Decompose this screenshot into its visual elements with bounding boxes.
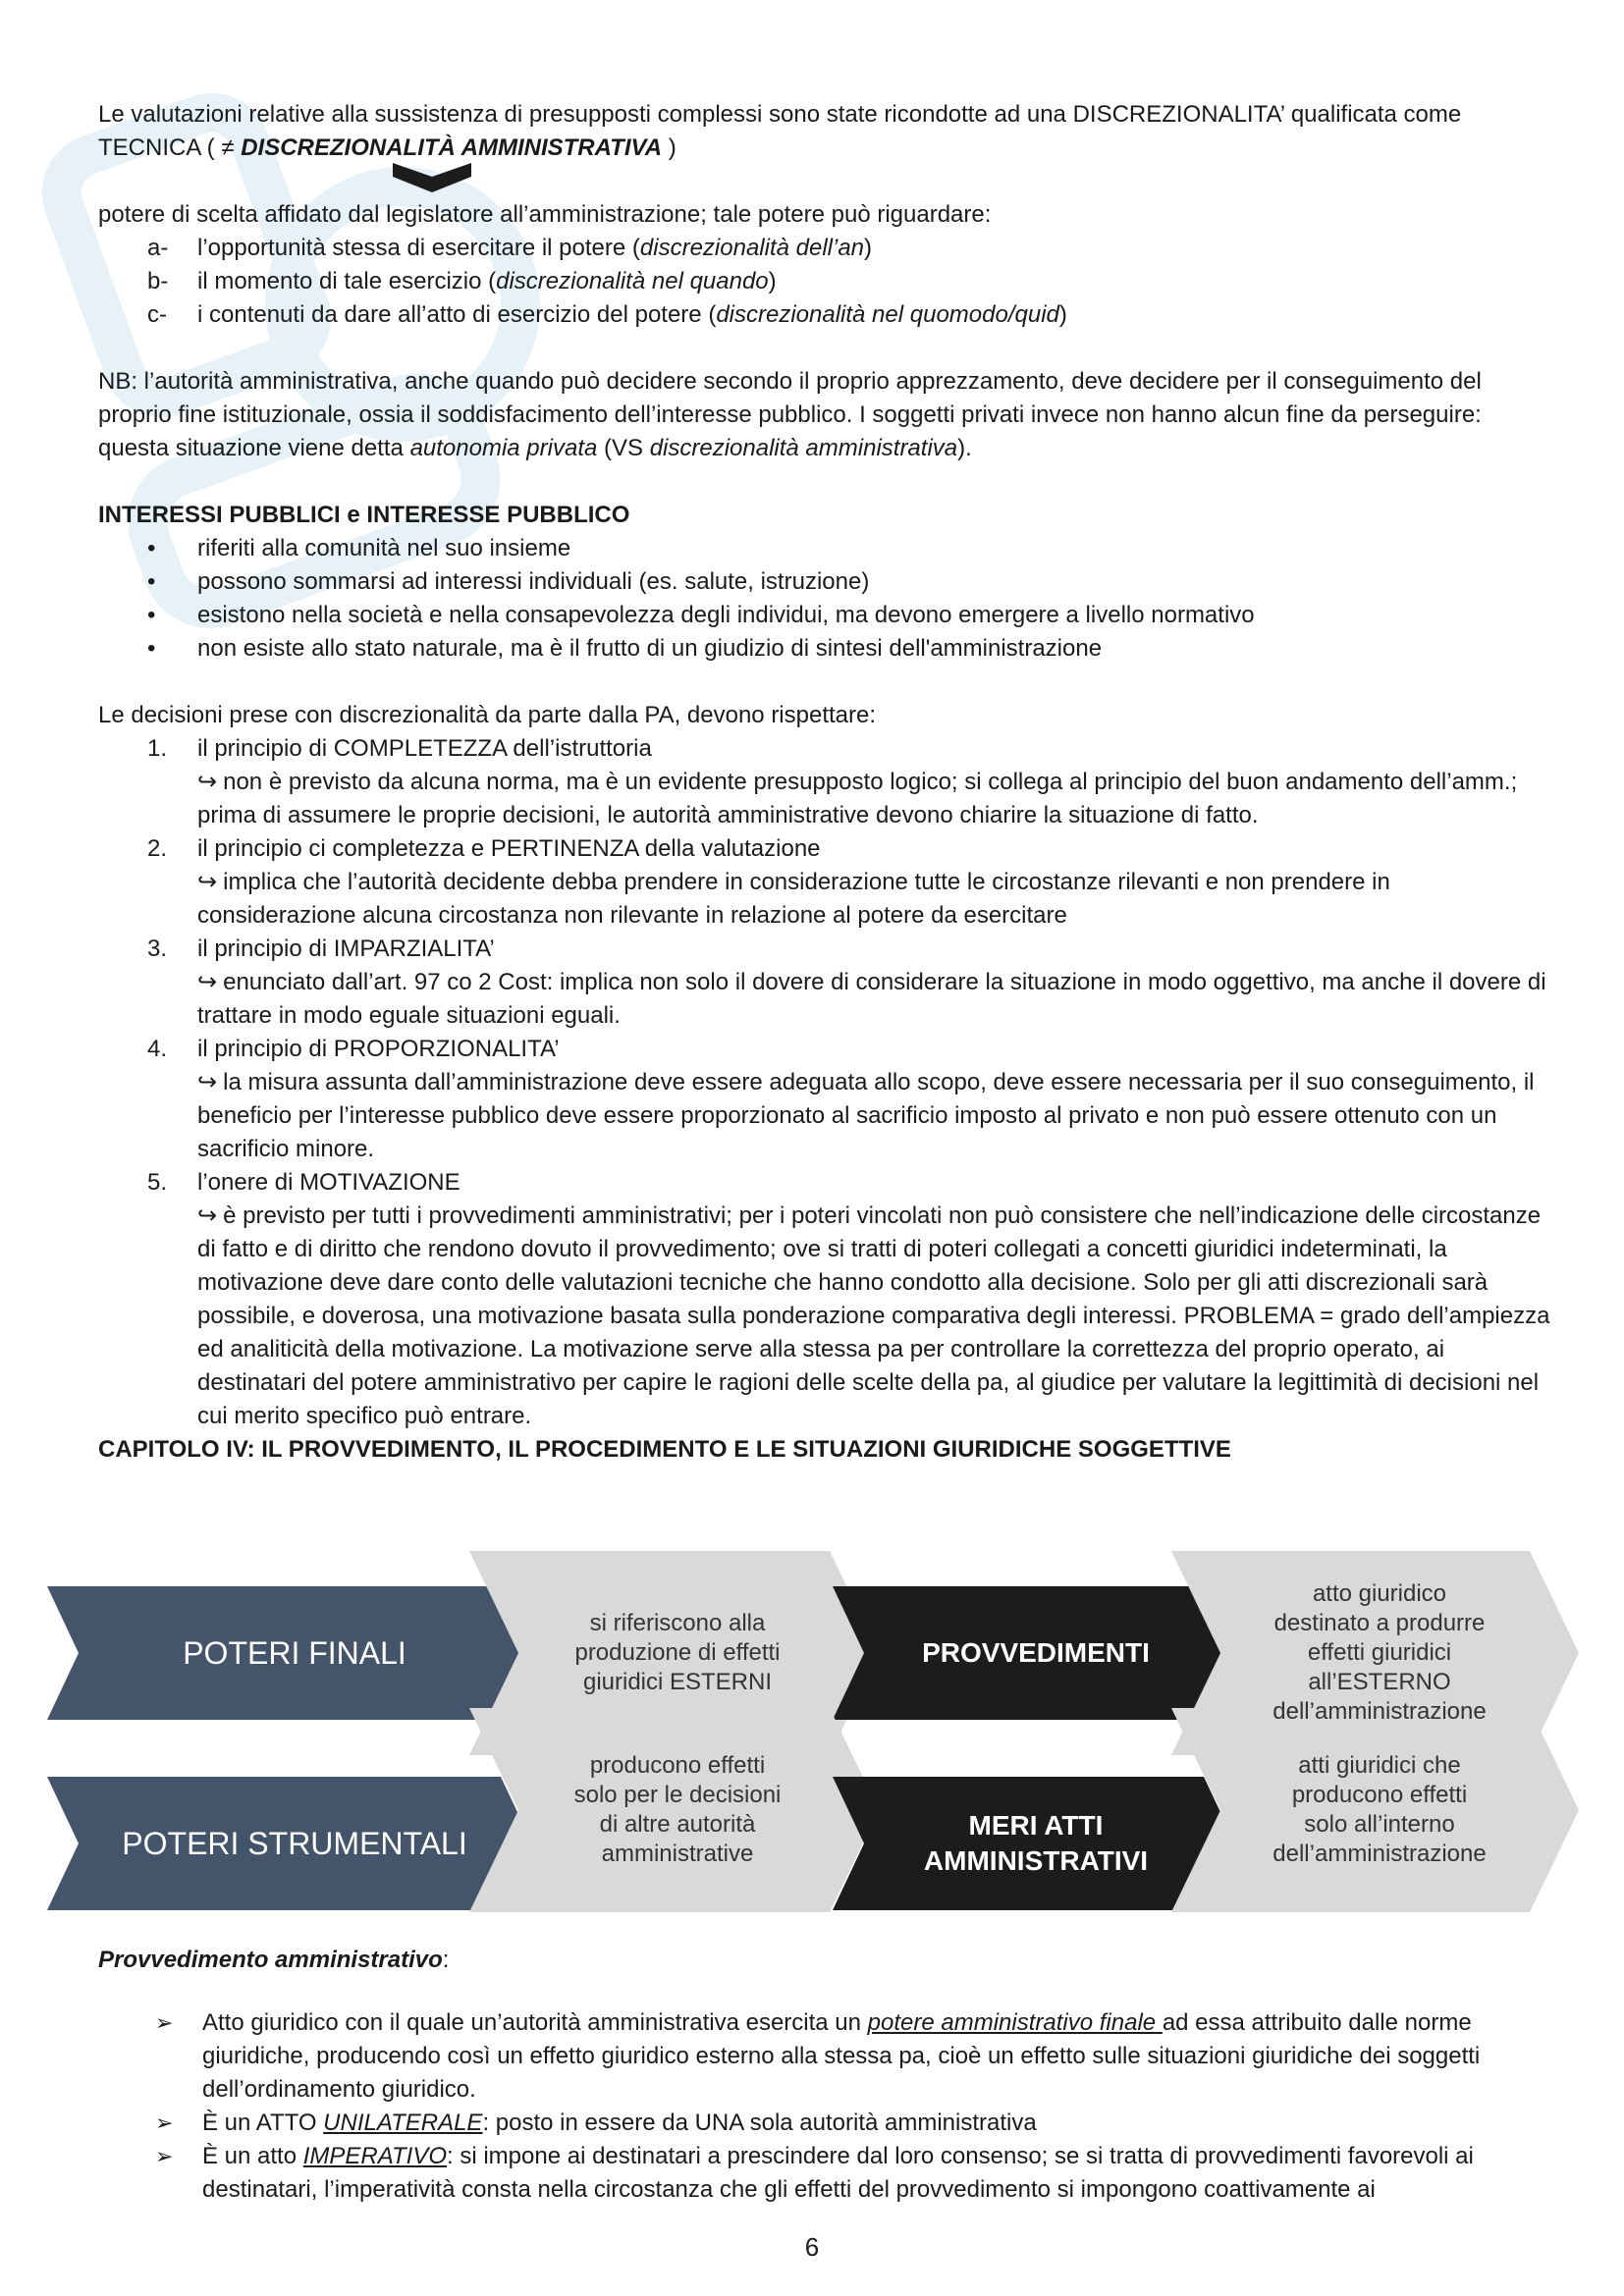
nb-paragraph: NB: l’autorità amministrativa, anche quando può decidere secondo il proprio apprezzamento, deve decidere per il conseguimento del proprio fine istituzionale, ossia il soddisfacimento dell’interesse pubblico. I soggetti privati invece non hanno alcun fine da perseguire: questa situazione viene detta autonomia privata (VS discrezionalità amministrativa). (98, 368, 1482, 461)
interessi-list (98, 532, 1551, 666)
chapter-title: CAPITOLO IV: IL PROVVEDIMENTO, IL PROCEDIMENTO E LE SITUAZIONI GIURIDICHE SOGGETTIVE (98, 1436, 1231, 1463)
potere-lead: potere di scelta affidato dal legislatore all’amministrazione; tale potere può riguardare: (98, 201, 992, 228)
label-poteri-strumentali: POTERI STRUMENTALI (122, 1826, 467, 1861)
list-item: 4. il principio di PROPORZIONALITA’ ↪ la misura assunta dall’amministrazione deve essere adeguata allo scopo, deve essere necessaria per il suo conseguimento, il beneficio per l’interesse pubblico deve essere proporzionato al sacrificio imposto al privato e non può essere ottenuto con un sacrificio minore. (147, 1036, 1535, 1162)
potere-list (98, 232, 1551, 332)
label-atti-interno: atti giuridici che producono effetti solo all’interno dell’amministrazione (1272, 1752, 1487, 1867)
label-esterni: si riferiscono alla produzione di effetti giuridici ESTERNI (574, 1610, 781, 1695)
process-diagram (0, 1541, 1624, 1914)
list-item: c- i contenuti da dare all’atto di esercizio del potere (discrezionalità nel quomodo/quid) (147, 301, 1067, 328)
list-item: ➢ È un ATTO UNILATERALE: posto in essere da UNA sola autorità amministrativa (155, 2109, 1037, 2136)
provvedimento-list (98, 2006, 1551, 2207)
label-producono-effetti: producono effetti solo per le decisioni di altre autorità amministrative (573, 1752, 782, 1867)
list-item: 1. il principio di COMPLETEZZA dell’istruttoria ↪ non è previsto da alcuna norma, ma è un evidente presupposto logico; si collega al principio del buon andamento dell’amm.; prima di assumere le proprie decisioni, le autorità amministrative devono chiarire la situazione di fatto. (147, 735, 1518, 828)
list-item: • possono sommarsi ad interessi individuali (es. salute, istruzione) (147, 568, 870, 595)
label-atto-giuridico: atto giuridico destinato a produrre effetti giuridici all’ESTERNO dell’amministrazione (1272, 1580, 1487, 1725)
list-item: ➢ Atto giuridico con il quale un’autorità amministrativa esercita un potere amministrativo finale ad essa attribuito dalle norme giuridiche, producendo così un effetto giuridico esterno alla stessa pa, cioè un effetto sulle situazioni giuridiche dei soggetti dell’ordinamento giuridico. (155, 2009, 1481, 2103)
label-provvedimenti: PROVVEDIMENTI (922, 1637, 1150, 1668)
list-item: a- l’opportunità stessa di esercitare il potere (discrezionalità dell’an) (147, 235, 873, 261)
decisioni-lead: Le decisioni prese con discrezionalità da parte dalla PA, devono rispettare: (98, 702, 877, 728)
label-meri-atti: MERI ATTI AMMINISTRATIVI (923, 1810, 1149, 1876)
list-item: • esistono nella società e nella consapevolezza degli individui, ma devono emergere a livello normativo (147, 602, 1255, 628)
list-item: 5. l’onere di MOTIVAZIONE ↪ è previsto per tutti i provvedimenti amministrativi; per i poteri vincolati non può consistere che nell’indicazione delle circostanze di fatto e di diritto che rendono dovuto il provvedimento; ove si tratti di poteri collegati a concetti giuridici indeterminati, la motivazione deve dare conto delle valutazioni tecniche che hanno condotto alla decisione. Solo per gli atti discrezionali sarà possibile, e doverosa, una motivazione basata sulla ponderazione comparativa degli interessi. PROBLEMA = grado dell’ampiezza ed analiticità della motivazione. La motivazione serve alla stessa pa per controllare la correttezza del proprio operato, ai destinatari del potere amministrativo per capire le ragioni delle scelte della pa, al giudice per valutare la legittimità di decisioni nel cui merito specifico può entrare. (147, 1169, 1550, 1429)
chevron-down-icon (393, 163, 471, 192)
intro-line-1: Le valutazioni relative alla sussistenza di presupposti complessi sono state ricondotte ad una DISCREZIONALITA’ qualificata come (98, 101, 1462, 128)
list-item: • riferiti alla comunità nel suo insieme (147, 535, 571, 561)
label-poteri-finali: POTERI FINALI (183, 1635, 406, 1671)
interessi-heading: INTERESSI PUBBLICI e INTERESSE PUBBLICO (98, 502, 630, 528)
list-item: b- il momento di tale esercizio (discrezionalità nel quando) (147, 268, 777, 294)
provvedimento-section (98, 1944, 1551, 2207)
page-number: 6 (804, 2232, 820, 2262)
decisioni-list (98, 732, 1551, 1433)
list-item: • non esiste allo stato naturale, ma è il frutto di un giudizio di sintesi dell'amministrazione (147, 635, 1103, 662)
list-item: ➢ È un atto IMPERATIVO: si impone ai destinatari a prescindere dal loro consenso; se si tratta di provvedimenti favorevoli ai destinatari, l’imperatività consta nella circostanza che gli effetti del provvedimento si impongono coattivamente ai (155, 2143, 1474, 2203)
list-item: 2. il principio ci completezza e PERTINENZA della valutazione ↪ implica che l’autorità decidente debba prendere in considerazione tutte le circostanze rilevanti e non prendere in considerazione alcuna circostanza non rilevante in relazione al potere da esercitare (147, 835, 1390, 929)
provvedimento-heading: Provvedimento amministrativo: (98, 1947, 450, 1973)
list-item: 3. il principio di IMPARZIALITA’ ↪ enunciato dall’art. 97 co 2 Cost: implica non solo il dovere di considerare la situazione in modo oggettivo, ma anche il dovere di trattare in modo eguale situazioni eguali. (147, 935, 1546, 1029)
document-page (98, 98, 1551, 1467)
intro-line-2: TECNICA ( ≠ DISCREZIONALITÀ AMMINISTRATIVA ) (98, 134, 677, 161)
